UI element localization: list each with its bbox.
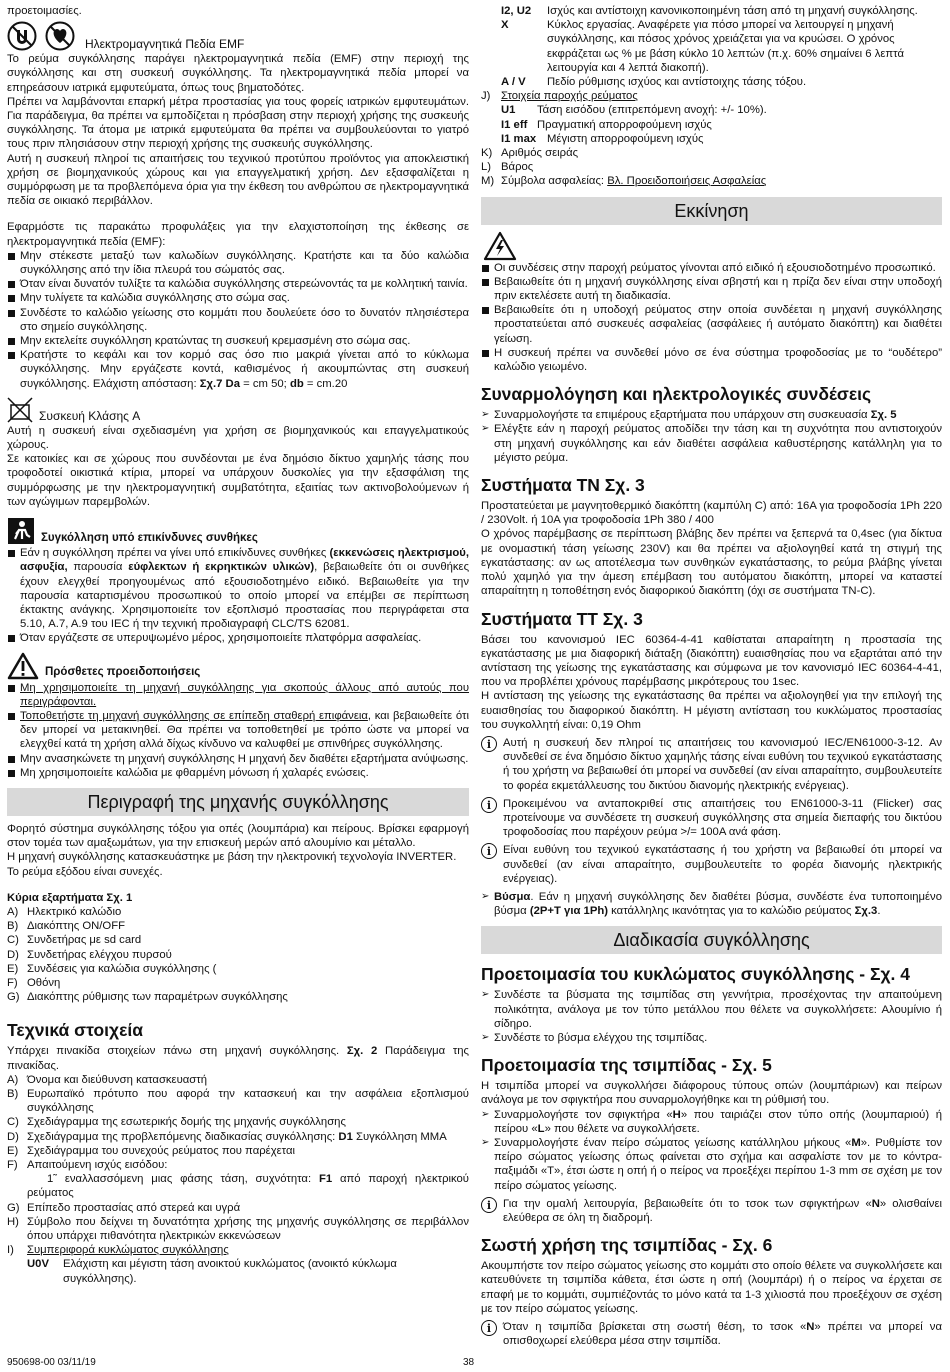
magnet-warning-icon <box>9 23 36 50</box>
assembly-title: Συναρμολόγηση και ηλεκτρολογικές συνδέσεις <box>481 384 872 405</box>
emf-paragraph: Το ρεύμα συγκόλλησης παράγει ηλεκτρομαγνητικά πεδία (EMF) στην περιοχή της συγκόλλησης και στη συσκευή συγκόλλησης. Τα ηλεκτρομαγνητικά πεδία μπορεί να επηρεάσουν ιατρικά εμφυτεύματα, όπως τους βηματοδότες. <box>7 53 469 94</box>
technical-list <box>7 1073 469 1258</box>
class-a-paragraph: Αυτή η συσκευή είναι σχεδιασμένη για χρήση σε βιομηχανικούς και επαγγελματικούς χώρους. <box>7 424 469 452</box>
info-note: i Προκειμένου να ανταποκριθεί στις απαιτήσεις του EN61000-3-11 (Flicker) σας προτείνουμε να συνδέσετε τη συσκευή συγκόλλησης στα σημεία διεπαφής του δικτύου τροφοδοσίας που παρέχουν ρεύμα >/= 100A ανά φάση. <box>481 797 942 840</box>
description-paragraph: Η μηχανή συγκόλλησης κατασκευάστηκε με βάση την ηλεκτρονική τεχνολογία INVERTER. <box>7 851 457 864</box>
assembly-list <box>481 408 942 465</box>
list-item: ➢ Συναρμολογήστε έναν πείρο σώματος γείωσης κατάλληλου μήκους «M». Ρυθμίστε τον πείρο σώματος γείωσης όπως φαίνεται στο σχήμα και ασφαλίστε τον με το κόντρα-παξιμάδι «T», έτσι ώστε η οπή ή ο πείρος να προεξέχει περίπου 1-3 mm σε σχέση με τον πείρο σώματος γείωσης. <box>481 1136 942 1193</box>
use-paragraph: Ακουμπήστε τον πείρο σώματος γείωσης στο κομμάτι στο οποίο θέλετε να συγκολλήσετε και κατευθύνετε τη τσιμπίδα κάθετα, έτσι ώστε η οπή (λουμπάρι) ή ο πείρος να έρχεται σε επαφή με το κομμάτι, συμπιέζοντάς το μόνο κατά τα 1-3 χιλιοστά που προεξέχουν σε σχέση με τον πείρο σώματος γείωσης. <box>481 1260 942 1315</box>
description-paragraph: Το ρεύμα εξόδου είναι συνεχές. <box>7 865 163 878</box>
list-item: F) Οθόνη <box>7 976 61 989</box>
list-item: Μην εκτελείτε συγκόλληση κρατώντας τη συσκευή κρεμασμένη στο σώμα σας. <box>7 334 469 348</box>
plate-rows <box>481 4 942 89</box>
clamp-list <box>481 1108 942 1193</box>
tt-paragraph: Βάσει του κανονισμού IEC 60364-4-41 καθίσταται απαραίτητη η προστασία της εγκατάστασης με μια διαφορική διάταξη (διακόπτη) ευαισθησίας που να εξαρτάται από την αντίσταση της γείωσης της εγκατάστασης και σύμφωνα με τον κανονισμό IEC 60364-4-41, που να προβλέπει χρόνους παρέμβασης μικρότερους του 1sec. <box>481 633 942 689</box>
tt-paragraph: Η αντίσταση της γείωσης της εγκατάστασης θα πρέπει να αξιολογηθεί για την επιλογή της ευαισθησίας του διαφορικού διακόπτη. Η μέγιστη αντίσταση του κυκλώματος προστασίας του συγκολλητή είναι: 0,19 Ohm <box>481 690 942 731</box>
list-item: Κρατήστε το κεφάλι και τον κορμό σας όσο πιο μακριά γίνεται από το κύκλωμα συγκόλλησης. Μην εργάζεστε κοντά, καθισμένος ή ακουμπώντας στη συσκευή συγκόλλησης. Ελάχιστη απόσταση: Σχ.7 Da = cm 50; db = cm.20 <box>7 348 469 391</box>
plate-list-2 <box>481 146 942 189</box>
list-item: F) Απαιτούμενη ισχύς εισόδου: <box>7 1159 168 1171</box>
start-list <box>481 261 942 375</box>
use-title: Σωστή χρήση της τσιμπίδας - Σχ. 6 <box>481 1235 773 1256</box>
additional-warnings-list <box>7 681 469 780</box>
pacemaker-warning-icon <box>47 23 74 50</box>
footer-code: 950698-00 03/11/19 <box>7 1356 96 1368</box>
list-item: A) Ηλεκτρικό καλώδιο <box>7 905 122 918</box>
list-item: B) Διακόπτης ON/OFF <box>7 920 126 933</box>
list-item: Εάν η συγκόλληση πρέπει να γίνει υπό επικίνδυνες συνθήκες (εκκενώσεις ηλεκτρισμού, ασφυξία, παρουσία εύφλεκτων ή εκρηκτικών υλικών), βεβαιωθείτε ότι οι συνθήκες έχουν ελεγχθεί προηγουμένως από εξουσιοδοτημένο ειδικό. Βεβαιωθείτε για την παρουσία καταρτισμένου προσωπικού το οποίο μπορεί να επέμβει σε περίπτωση έκτακτης ανάγκης. Χρησιμοποιείτε τον εξοπλισμό προστασίας που περιγράφεται στα 5.10, A.7, A.9 του IEC ή την τεχνική προδιαγραφή CLC/TS 62081. <box>7 546 469 631</box>
list-item: Βεβαιωθείτε ότι η υποδοχή ρεύματος στην οποία συνδέεται η μηχανή συγκόλλησης προστατεύεται από συσκευές ασφαλείας (ασφάλειες ή αυτόματο διακόπτη) και διαθέτει γείωση. <box>481 303 942 346</box>
emf-paragraph: Πρέπει να λαμβάνονται επαρκή μέτρα προστασίας για τους φορείς ιατρικών εμφυτευμάτων. Για παράδειγμα, θα πρέπει να εμποδίζεται η πρόσβαση στην περιοχή χρήσης της συσκευής συγκόλλησης. Τα άτομα με ιατρικά εμφυτεύματα θα πρέπει να συμβουλεύονται το γιατρό τους πριν πλησιάσουν στην περιοχή χρήσης της συσκευής συγκόλλησης. <box>7 95 469 151</box>
info-icon: i <box>481 736 497 752</box>
list-item: D) Συνδετήρας ελέγχου πυρσού <box>7 948 172 961</box>
emf-paragraph: Αυτή η συσκευή πληροί τις απαιτήσεις του τεχνικού προτύπου προϊόντος για αποκλειστική χρήση σε βιομηχανικούς χώρους και για επαγγελματική χρήση. Δεν εξασφαλίζεται η συμμόρφωση με τα προβλεπόμενα όρια για την έκθεση του ανθρώπου σε ηλεκτρομαγνητικά πεδία σε οικιακό περιβάλλον. <box>7 152 469 208</box>
main-parts-title: Κύρια εξαρτήματα Σχ. 1 <box>7 891 133 904</box>
procedure-section-band: Διαδικασία συγκόλλησης <box>481 926 942 954</box>
page-number: 38 <box>463 1356 475 1368</box>
list-item: H) Σύμβολο που δείχνει τη δυνατότητα χρήσης της μηχανής συγκόλλησης σε περιβάλλον όπου υπάρχει πιθανότητα ηλεκτρικών εκκενώσεων <box>7 1215 469 1243</box>
tn-paragraph: Ο χρόνος παρέμβασης σε περίπτωση βλάβης δεν πρέπει να ξεπερνά τα 0,4sec (για δίκτυα με ονομαστική τάση γείωσης 230V) και θα πρέπει να αξιολογηθεί κατά τη στιγμή της εγκατάστασης: αν ως αποτέλεσμα των συνθηκών εγκατάστασης, το ρεύμα βλάβης γίνεται πολύ χαμηλό για την άμεση επέμβαση του αυτόματου διακόπτη, μπορεί να καταστεί απαραίτητη η τοποθέτηση ενός διαφορικού διακόπτη (όχι σε συστήματα TN-C). <box>481 528 942 598</box>
emf-precautions-list <box>7 249 469 391</box>
list-item: E) Συνδέσεις για καλώδια συγκόλλησης ( <box>7 962 217 975</box>
list-item: ➢ Βύσμα. Εάν η μηχανή συγκόλλησης δεν διαθέτει βύσμα, συνδέστε ένα τυποποιημένο βύσμα (2P+T για 1Ph) κατάλληλης ικανότητας για το καλώδιο ρεύματος Σχ.3. <box>481 890 942 918</box>
emf-paragraph: Εφαρμόστε τις παρακάτω προφυλάξεις για την ελαχιστοποίηση της έκθεσης σε ηλεκτρομαγνητικά πεδία (EMF): <box>7 221 469 248</box>
hazard-title: Συγκόλληση υπό επικίνδυνες συνθήκες <box>41 531 258 544</box>
list-item: ➢ Συναρμολογήστε τα επιμέρους εξαρτήματα που υπάρχουν στη συσκευασία Σχ. 5 <box>481 408 942 422</box>
class-a-icon <box>7 397 33 423</box>
plug-list <box>481 890 942 918</box>
list-item: A) Όνομα και διεύθυνση κατασκευαστή <box>7 1073 208 1086</box>
list-item: Η συσκευή πρέπει να συνδεθεί μόνο σε ένα σύστημα τροφοδοσίας με το “ουδέτερο” καλώδιο γειωμένο. <box>481 346 942 374</box>
list-item: ➢ Συναρμολογήστε τον σφιγκτήρα «H» που ταιριάζει στον τύπο οπής (λουμπαριού) ή πείρου «L» που θέλετε να συγκολλήσετε. <box>481 1108 942 1136</box>
class-a-title: Συσκευή Κλάσης A <box>39 408 141 423</box>
i2-u2-row: I2, U2 Ισχύς και αντίστοιχη κανονικοποιημένη τάση από τη μηχανή συγκόλλησης. <box>501 5 918 17</box>
info-icon: i <box>481 843 497 859</box>
list-item: G) Επίπεδο προστασίας από στερεά και υγρά <box>7 1201 241 1214</box>
emf-warning-icons <box>7 21 79 51</box>
electric-warning-icon <box>483 231 517 261</box>
info-icon: i <box>481 1320 497 1336</box>
info-icon: i <box>481 1197 497 1213</box>
right-column <box>481 4 942 1352</box>
list-item: K) Αριθμός σειράς <box>481 147 579 160</box>
list-item: E) Σχεδιάγραμμα του συνεχούς ρεύματος που παρέχεται <box>7 1144 295 1157</box>
tn-paragraph: Προστατεύεται με μαγνητοθερμικό διακόπτη (καμπύλη C) από: 16A για τροφοδοσία 1Ph 220 / 230Volt. ή 10A για τροφοδοσία 1Ph 380 / 400 <box>481 500 942 527</box>
list-item: Βεβαιωθείτε ότι η μηχανή συγκόλλησης είναι σβηστή και η πρίζα δεν είναι στην υποδοχή πριν εκτελέσετε αυτή τη διαδικασία. <box>481 275 942 303</box>
description-paragraph: Φορητό σύστημα συγκόλλησης τόξου για οπές (λουμπάρια) και πείρους. Βρίσκει εφαρμογή στον τομέα των αμαξωμάτων, για την επισκευή μερών από αλουμίνιο και μέταλλο. <box>7 822 469 850</box>
list-item: Μην ανασηκώνετε τη μηχανή συγκόλλησης Η μηχανή δεν διαθέτει εξαρτήματα ανύψωσης. <box>7 752 469 766</box>
warning-triangle-icon <box>7 652 39 680</box>
additional-warnings-title: Πρόσθετες προειδοποιήσεις <box>45 666 201 679</box>
start-section-band: Εκκίνηση <box>481 197 942 225</box>
list-item: Μη χρησιμοποιείτε τη μηχανή συγκόλλησης για σκοπούς άλλους από αυτούς που περιγράφονται. <box>7 681 469 709</box>
list-item: ➢ Ελέγξτε εάν η παροχή ρεύματος αποδίδει την τάση και τη συχνότητα που αντιστοιχούν στη μηχανή συγκόλλησης και εάν διαθέτει ασφάλεια καθυστέρησης κατάλληλη για το μέγιστο ρεύμα. <box>481 422 942 465</box>
list-item: L) Βάρος <box>481 161 534 174</box>
list-item: Όταν είναι δυνατόν τυλίξτε τα καλώδια συγκόλλησης στερεώνοντάς τα με κολλητική ταινία. <box>7 277 469 291</box>
list-item: ➢ Συνδέστε τα βύσματα της τσιμπίδας στη γεννήτρια, προσέχοντας την απαιτούμενη πολικότητα, ανάλογα με τον τύπο μετάλλου που θέλετε να συγκολλήσετε: Αλουμίνιο ή σίδηρο. <box>481 988 942 1031</box>
info-note: i Είναι ευθύνη του τεχνικού εγκατάστασης ή του χρήστη να βεβαιωθεί ότι μπορεί να συνδεθεί (αν είναι απαραίτητο, συμβουλευτείτε το φορέα διανομής ηλεκτρικής ενέργειας). <box>481 843 942 886</box>
info-note: i Όταν η τσιμπίδα βρίσκεται στη σωστή θέση, το τσοκ «N» πρέπει να μπορεί να οπισθοχωρεί ελεύθερα μέσα στην τσιμπίδα. <box>481 1320 942 1348</box>
list-item: M) Σύμβολα ασφαλείας: Βλ. Προειδοποιήσεις Ασφαλείας <box>481 175 767 188</box>
technical-paragraph: Υπάρχει πινακίδα στοιχείων πάνω στη μηχανή συγκόλλησης. Σχ. 2 Παράδειγμα της πινακίδας. <box>7 1045 470 1072</box>
list-item: Οι συνδέσεις στην παροχή ρεύματος γίνονται από ειδικό ή εξουσιοδοτημένο προσωπικό. <box>481 261 942 275</box>
emf-heading <box>7 21 469 51</box>
list-item: B) Ευρωπαϊκό πρότυπο που αφορά την κατασκευή και την ασφάλεια εξοπλισμού συγκόλλησης <box>7 1087 469 1115</box>
additional-warnings-heading <box>7 652 469 680</box>
tt-title: Συστήματα TT Σχ. 3 <box>481 608 643 629</box>
list-item: Συνδέστε το καλώδιο γείωσης στο κομμάτι που δουλεύετε όσο το δυνατόν πλησιέστερα στο σημείο συγκόλλησης. <box>7 306 469 334</box>
class-a-heading <box>7 397 469 423</box>
list-item: J) Στοιχεία παροχής ρεύματος <box>481 90 638 103</box>
list-item: D) Σχεδιάγραμμα της προβλεπόμενης διαδικασίας συγκόλλησης: D1 Συγκόλληση MMA <box>7 1130 447 1143</box>
supply-rows: U1 Τάση εισόδου (επιτρεπόμενη ανοχή: +/- 10%). I1 eff Πραγματική απορροφούμενη ισχύς I1 max Μέγιστη απορροφούμενη ισχύς <box>501 104 767 145</box>
emf-title: Ηλεκτρομαγνητικά Πεδία EMF <box>85 37 245 51</box>
text-line: προετοιμασίες. <box>7 5 82 17</box>
list-item: 1˜ εναλλασσόμενη μιας φάσης τάση, συχνότητα: F1 από παροχή ηλεκτρικού ρεύματος <box>27 1173 469 1200</box>
clamp-title: Προετοιμασία της τσιμπίδας - Σχ. 5 <box>481 1055 772 1076</box>
description-section-band: Περιγραφή της μηχανής συγκόλλησης <box>7 788 469 816</box>
av-row: A / V Πεδίο ρύθμισης ισχύος και αντίστοιχης τάσης τόξου. <box>501 76 807 89</box>
hazard-person-icon <box>7 517 35 545</box>
hazard-heading <box>7 517 469 545</box>
plate-list <box>481 89 942 103</box>
clamp-paragraph: Η τσιμπίδα μπορεί να συγκολλήσει διάφορους τύπους οπών (λουμπάριων) και πείρων ανάλογα με τον σφιγκτήρα που συναρμολογήθηκε και τη ρύθμισή του. <box>481 1080 942 1107</box>
list-item: C) Σχεδιάγραμμα της εσωτερικής δομής της μηχανής συγκόλλησης <box>7 1116 346 1129</box>
prep-title: Προετοιμασία του κυκλώματος συγκόλλησης - Σχ. 4 <box>481 964 911 985</box>
info-note: i Για την ομαλή λειτουργία, βεβαιωθείτε ότι το τσοκ των σφιγκτήρων «N» ολισθαίνει ελεύθερα σε όλη τη διαδρομή. <box>481 1197 942 1225</box>
class-a-paragraph: Σε κατοικίες και σε χώρους που συνδέονται με ένα δημόσιο δίκτυο χαμηλής τάσης που τροφοδοτεί οικιστικά κτίρια, μπορεί να υπάρχουν δυσκολίες για την εξασφάλιση της συμμόρφωσης με την ηλεκτρομαγνητική συμβατότητα, εξαιτίας των ακτινοβολούμενων ή των αγώγιμων παρεμβολών. <box>7 453 469 508</box>
list-item: Τοποθετήστε τη μηχανή συγκόλλησης σε επίπεδη σταθερή επιφάνεια, και βεβαιωθείτε ότι δεν μπορεί να μετακινηθεί. Θα πρέπει να τοποθετηθεί με τρόπο ώστε να μπορεί να ελεγχθεί κατά τη χρήση αλλά δίχως κίνδυνο να καλυφθεί με σπινθήρες συγκόλλησης. <box>7 709 469 752</box>
list-item: G) Διακόπτης ρύθμισης των παραμέτρων συγκόλλησης <box>7 991 288 1004</box>
x-row: X Κύκλος εργασίας. Αναφέρετε για πόσο μπορεί να λειτουργεί η μηχανή συγκόλλησης, και πόσος χρόνος χρειάζεται για να κρυώσει. Ο χρόνος εκφράζεται ως % με βάση κύκλο 10 λεπτών (π.χ. 60% σημαίνει 6 λεπτά λειτουργία και 4 λεπτά διακοπή). <box>501 19 905 74</box>
list-item: Μην στέκεστε μεταξύ των καλωδίων συγκόλλησης. Κρατήστε και τα δύο καλώδια συγκόλλησης από την ίδια πλευρά του σώματός σας. <box>7 249 469 277</box>
u0v-row: U0V Ελάχιστη και μέγιστη τάση ανοικτού κυκλώματος (ανοικτό κύκλωμα συγκόλλησης). <box>27 1258 397 1285</box>
prep-list <box>481 988 942 1045</box>
info-icon: i <box>481 797 497 813</box>
info-note: i Αυτή η συσκευή δεν πληροί τις απαιτήσεις του κανονισμού IEC/EN61000-3-12. Αν συνδεθεί σε ένα δημόσιο δίκτυο χαμηλής τάσης είναι ευθύνη του τεχνικού εγκατάστασης ή του χρήστη να βεβαιωθεί ότι μπορεί να συνδεθεί (αν είναι απαραίτητο, συμβουλευτείτε το φορέα εκμετάλλευσης του δικτύου διανομής ηλεκτρικής ενέργειας). <box>481 736 942 793</box>
list-item: Μη χρησιμοποιείτε καλώδια με φθαρμένη μόνωση ή χαλαρές ενώσεις. <box>7 766 469 780</box>
list-item: Μην τυλίγετε τα καλώδια συγκόλλησης στο σώμα σας. <box>7 291 469 305</box>
hazard-list <box>7 546 469 645</box>
left-column <box>7 4 469 1286</box>
technical-data-title: Τεχνικά στοιχεία <box>7 1020 144 1041</box>
list-item: I) Συμπεριφορά κυκλώματος συγκόλλησης <box>7 1244 229 1257</box>
list-item: Όταν εργάζεστε σε υπερυψωμένο μέρος, χρησιμοποιείτε πλατφόρμα ασφαλείας. <box>7 631 469 645</box>
list-item: ➢ Συνδέστε το βύσμα ελέγχου της τσιμπίδας. <box>481 1031 942 1045</box>
main-parts-list <box>7 905 469 1004</box>
list-item: C) Συνδετήρας με sd card <box>7 934 142 947</box>
tn-title: Συστήματα TN Σχ. 3 <box>481 475 645 496</box>
